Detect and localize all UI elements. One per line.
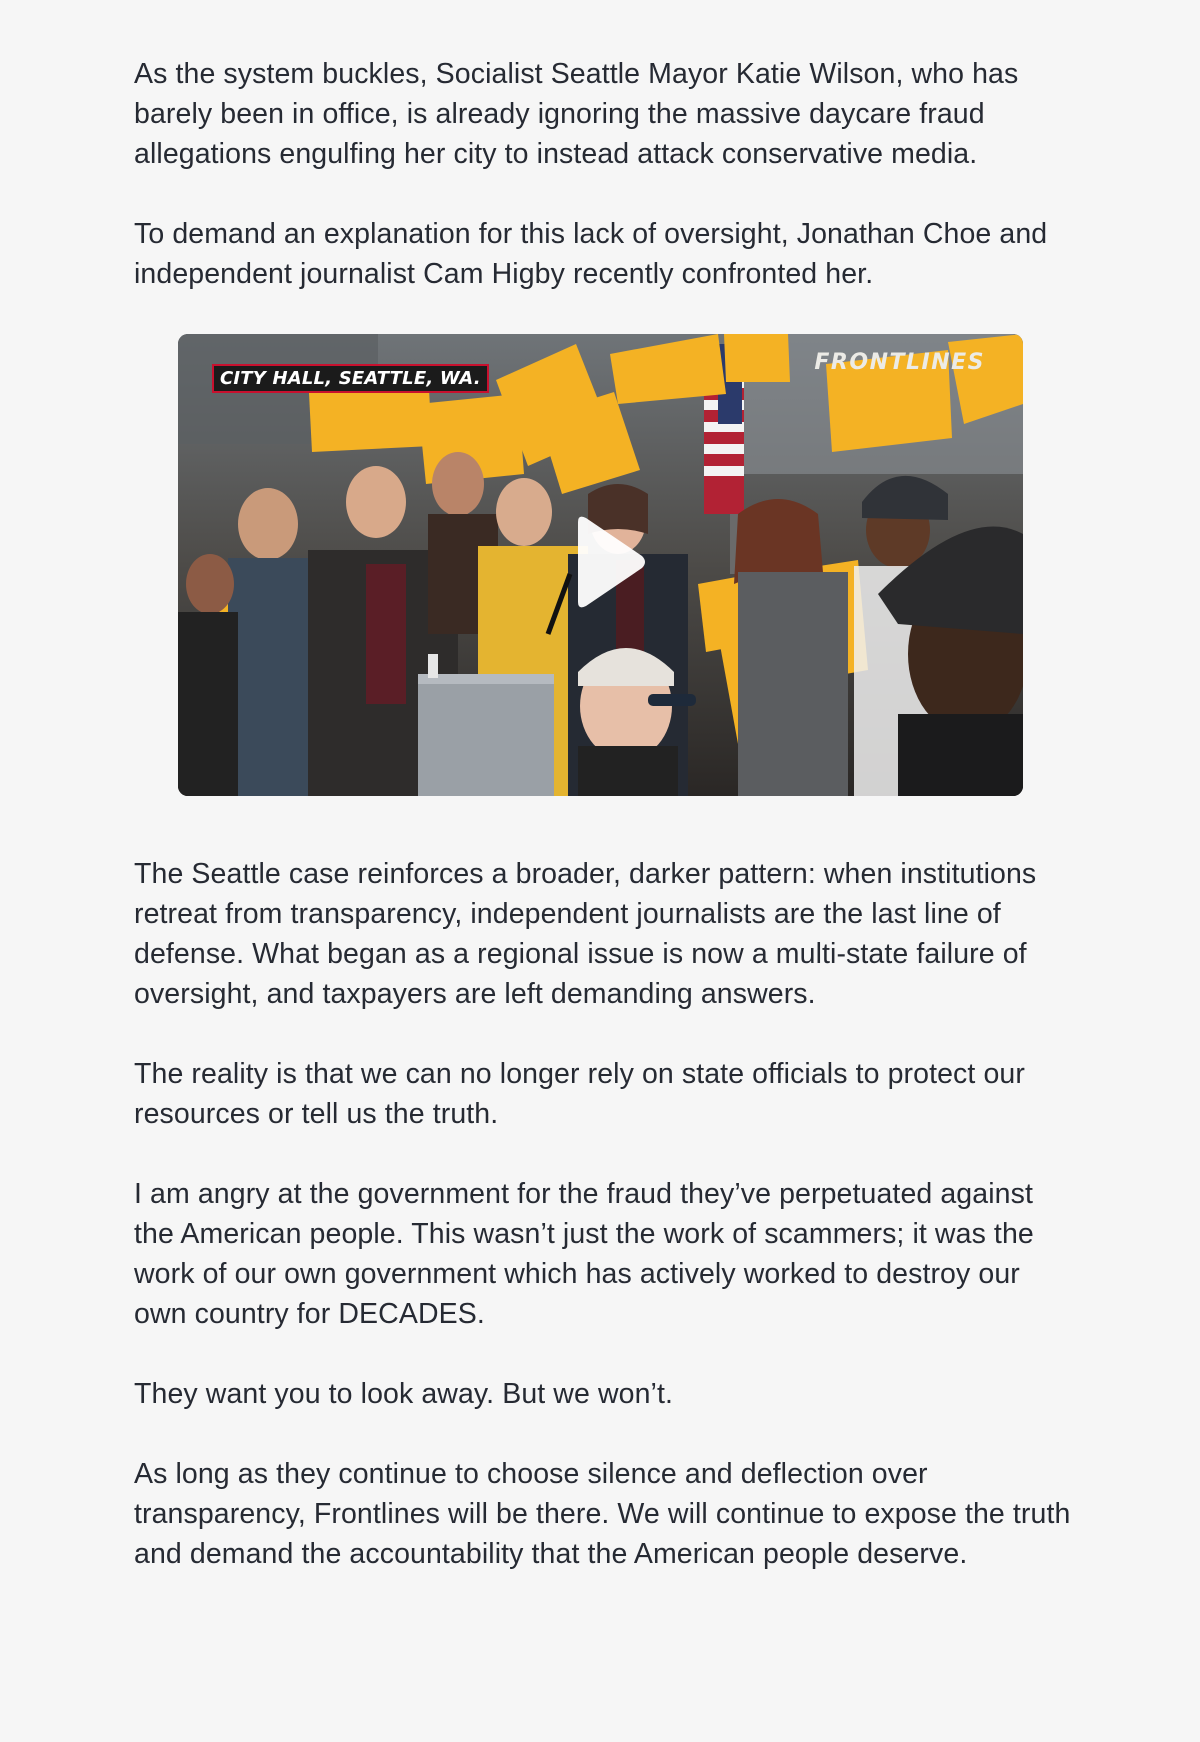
article-paragraph: They want you to look away. But we won’t.: [134, 1378, 674, 1410]
play-icon[interactable]: [568, 514, 648, 610]
article-body: [134, 54, 1074, 1614]
location-tag: CITY HALL, SEATTLE, WA.: [212, 364, 489, 393]
article-paragraph: The Seattle case reinforces a broader, darker pattern: when institutions retreat from transparency, independent journalists are the last line of defense. What began as a regional issue is now a multi-state failure of oversight, and taxpayers are left demanding answers.: [134, 858, 1037, 1010]
video-player[interactable]: [178, 334, 1023, 796]
article-paragraph: I am angry at the government for the fraud they’ve perpetuated against the American people. This wasn’t just the work of scammers; it was the work of our own government which has actively worked to destroy our own country for DECADES.: [134, 1178, 1034, 1330]
article-paragraph: As long as they continue to choose silence and deflection over transparency, Frontlines will be there. We will continue to expose the truth and demand the accountability that the American people deserve.: [134, 1458, 1071, 1570]
frontlines-watermark: FRONTLINES: [814, 350, 985, 375]
article-paragraph: To demand an explanation for this lack of oversight, Jonathan Choe and independent journalist Cam Higby recently confronted her.: [134, 218, 1048, 290]
article-paragraph: The reality is that we can no longer rely on state officials to protect our resources or tell us the truth.: [134, 1058, 1025, 1130]
article-paragraph: As the system buckles, Socialist Seattle Mayor Katie Wilson, who has barely been in office, is already ignoring the massive daycare fraud allegations engulfing her city to instead attack conservative media.: [134, 58, 1019, 170]
